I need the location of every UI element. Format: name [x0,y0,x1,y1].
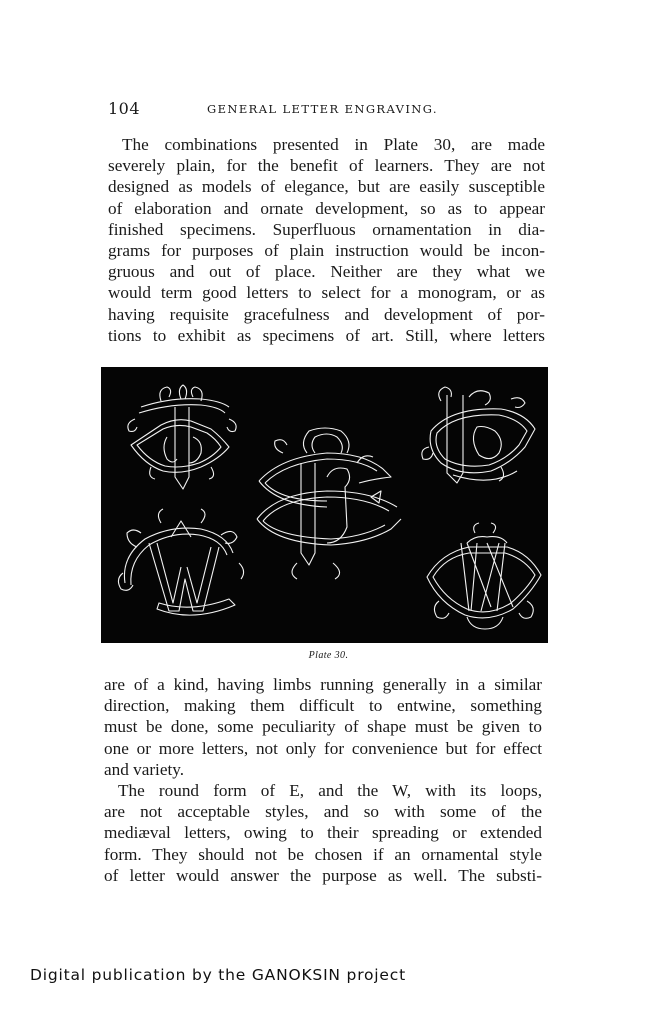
text-line: of elaboration and ornate development, so as to appear [108,198,545,218]
monogram-top-right [422,387,535,483]
text-line: are of a kind, having limbs running generally in a similar [104,675,542,694]
text-line: tions to exhibit as specimens of art. Still, where letters [108,325,545,345]
monogram-center [257,428,401,579]
running-head [108,99,548,119]
text-line: severely plain, for the benefit of learners. They are not [108,156,545,176]
paragraph-2 [104,674,542,780]
footer-credit: Digital publication by the GANOKSIN project [30,966,406,984]
plate-caption: Plate 30. [308,650,349,661]
paragraph-3 [104,780,542,886]
plate-30-illustration [101,367,548,643]
monogram-top-left [128,385,236,489]
paragraph-1 [108,134,545,346]
text-line: mediæval letters, owing to their spreading or extended [104,823,542,843]
running-title: GENERAL LETTER ENGRAVING. [207,102,438,116]
text-line: direction, making them difficult to entwine, something [104,696,542,716]
text-line: designed as models of elegance, but are easily susceptible [108,177,545,197]
monogram-bottom-left [118,509,243,615]
text-line: grams for purposes of plain instruction would be incon- [108,240,545,260]
page-number: 104 [108,99,141,118]
text-line: and variety. [104,759,185,779]
text-line: are not acceptable styles, and so with some of the [104,802,542,822]
text-line: one or more letters, not only for convenience but for effect [104,738,542,758]
text-line: gruous and out of place. Neither are they what we [108,262,545,282]
text-line: must be done, some peculiarity of shape must be given to [104,717,542,737]
text-line: The round form of E, and the W, with its loops, [118,781,542,800]
monogram-bottom-right [427,523,541,629]
text-line: form. They should not be chosen if an ornamental style [104,844,542,864]
text-line: The combinations presented in Plate 30, are made [122,135,545,154]
text-line: finished specimens. Superfluous ornamentation in dia- [108,219,545,239]
text-line: would term good letters to select for a monogram, or as [108,283,545,303]
text-line: of letter would answer the purpose as well. The substi- [104,865,542,885]
text-line: having requisite gracefulness and development of por- [108,304,545,324]
